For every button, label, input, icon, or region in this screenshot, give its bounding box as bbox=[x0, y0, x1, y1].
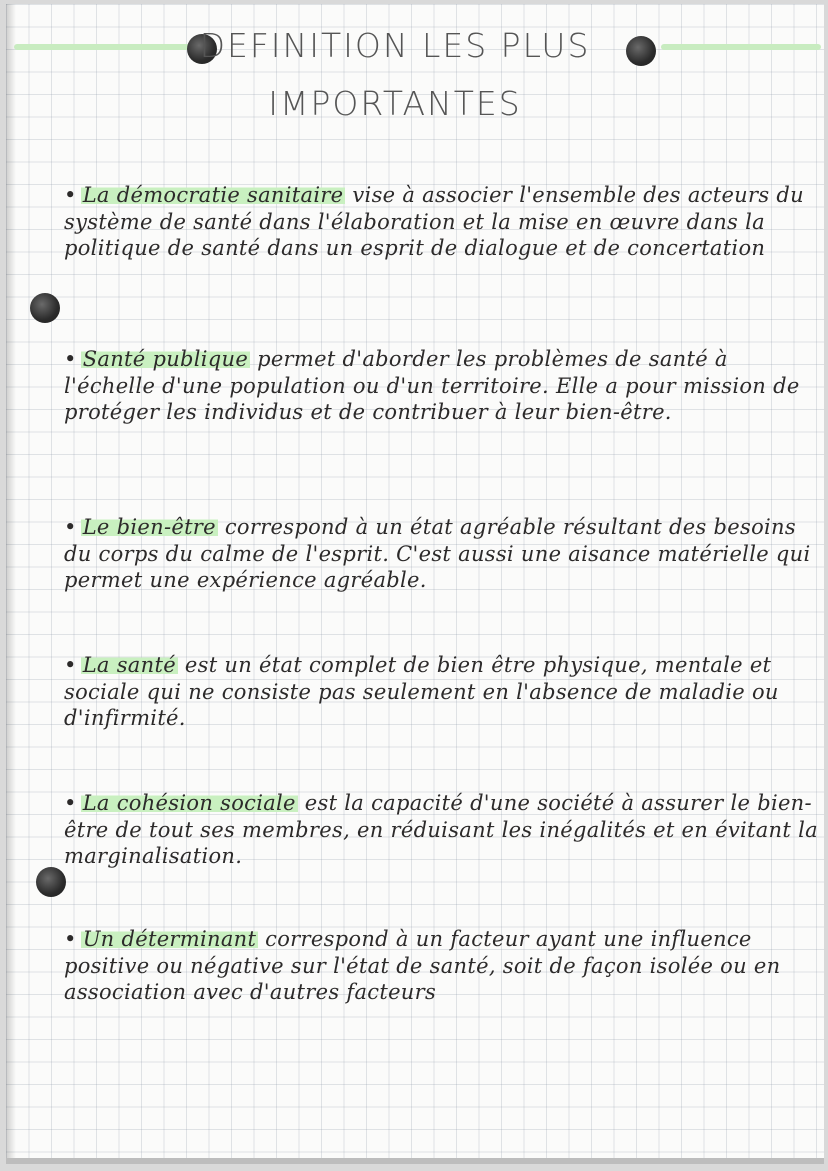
definition-determinant: • Un déterminant correspond à un facteur ayant une influence positive ou négative sur l'état de santé, soit de façon isolée ou en association avec d'autres facteurs bbox=[64, 927, 781, 1005]
page-title-line-1: DEFINITION LES PLUS bbox=[199, 26, 591, 65]
definition-text: est la capacité d'une société à assurer le bien-être de tout ses membres, en réduisant les inégalités et en évitant la marginalisation. bbox=[64, 791, 818, 869]
definition-cohesion-sociale: • La cohésion sociale est la capacité d'une société à assurer le bien-être de tout ses membres, en réduisant les inégalités et en évitant la marginalisation. bbox=[64, 791, 818, 869]
definition-bien-etre: • Le bien-être correspond à un état agréable résultant des besoins du corps du calme de l'esprit. C'est aussi une aisance matérielle qui permet une expérience agréable. bbox=[64, 515, 811, 593]
definition-sante-publique: • Santé publique permet d'aborder les problèmes de santé à l'échelle d'une population ou d'un territoire. Elle a pour mission de protéger les individus et de contribuer à leur bien-être. bbox=[64, 347, 800, 425]
definition-term: Un déterminant bbox=[82, 927, 257, 951]
definition-text: correspond à un facteur ayant une influence positive ou négative sur l'état de santé, soit de façon isolée ou en association avec d'autres facteurs bbox=[64, 927, 781, 1005]
definition-term: Le bien-être bbox=[82, 515, 216, 539]
definition-text: est un état complet de bien être physique, mentale et sociale qui ne consiste pas seulement en l'absence de maladie ou d'infirmité. bbox=[64, 653, 779, 731]
page-title-line-2: IMPORTANTES bbox=[268, 84, 522, 123]
page-bottom-edge bbox=[6, 1158, 824, 1164]
notebook-page bbox=[6, 4, 824, 1164]
punch-hole-lower bbox=[36, 867, 66, 897]
definition-term: La cohésion sociale bbox=[82, 791, 296, 815]
definition-term: La démocratie sanitaire bbox=[82, 183, 344, 207]
definition-text: correspond à un état agréable résultant des besoins du corps du calme de l'esprit. C'est aussi une aisance matérielle qui permet une expérience agréable. bbox=[64, 515, 811, 593]
definition-text: vise à associer l'ensemble des acteurs du système de santé dans l'élaboration et la mise en œuvre dans la politique de santé dans un esprit de dialogue et de concertation bbox=[64, 183, 804, 261]
definition-sante: • La santé est un état complet de bien être physique, mentale et sociale qui ne consiste pas seulement en l'absence de maladie ou d'infirmité. bbox=[64, 653, 779, 731]
punch-hole-middle bbox=[30, 293, 60, 323]
definition-text: permet d'aborder les problèmes de santé à l'échelle d'une population ou d'un territoire. Elle a pour mission de protéger les individus et de contribuer à leur bien-être. bbox=[64, 347, 800, 425]
definition-democratie-sanitaire: • La démocratie sanitaire vise à associer l'ensemble des acteurs du système de santé dans l'élaboration et la mise en œuvre dans la politique de santé dans un esprit de dialogue et de concertation bbox=[64, 183, 804, 261]
definition-term: La santé bbox=[82, 653, 176, 677]
definition-term: Santé publique bbox=[82, 347, 249, 371]
